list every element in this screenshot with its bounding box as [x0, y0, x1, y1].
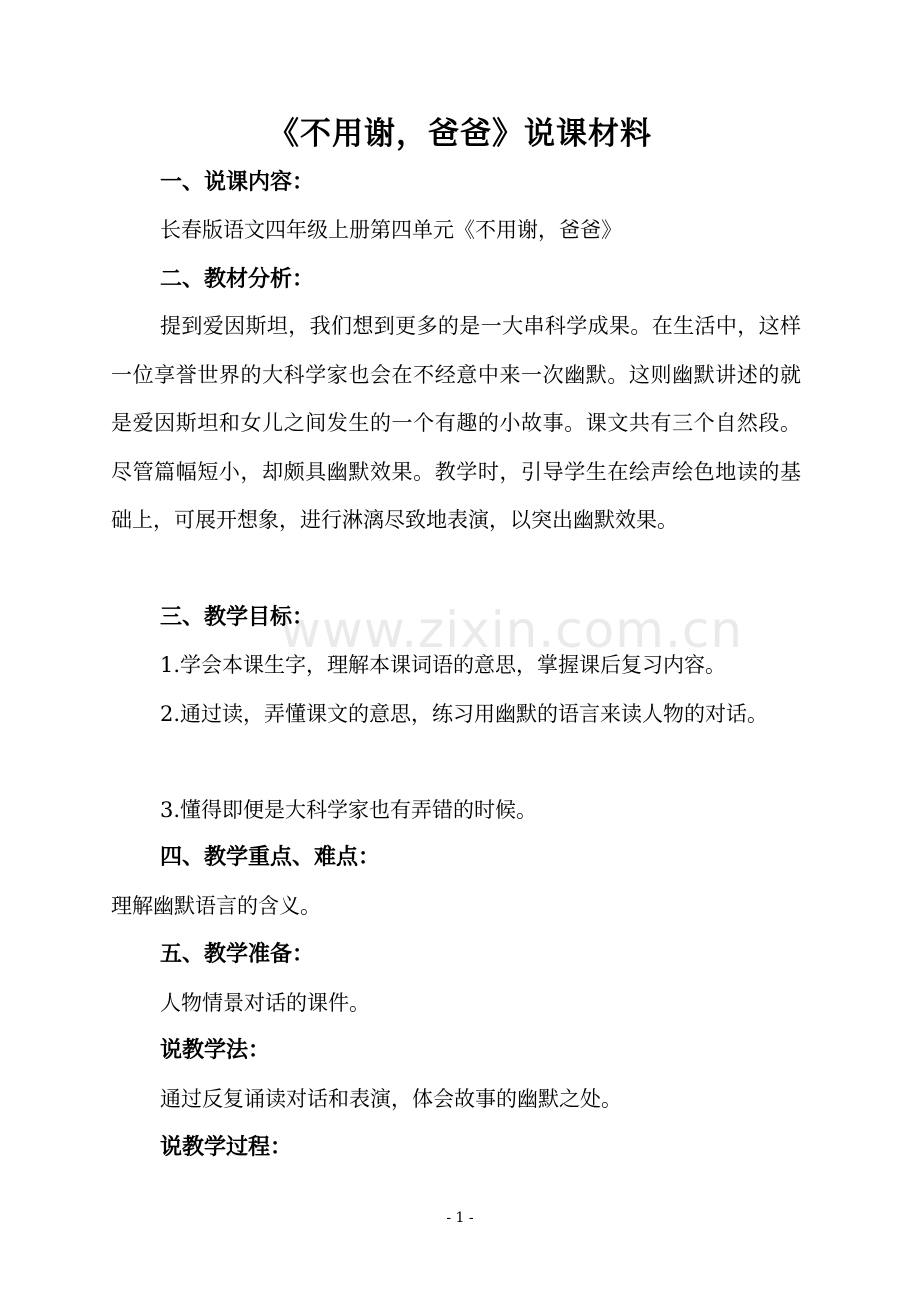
section-text-key-points: 理解幽默语言的含义。	[111, 894, 321, 918]
section-text-preparation: 人物情景对话的课件。	[160, 991, 370, 1015]
section-heading-key-points: 四、教学重点、难点：	[160, 845, 381, 870]
section-heading-preparation: 五、教学准备：	[160, 942, 315, 967]
section-heading-analysis: 二、教材分析：	[160, 267, 315, 292]
section-heading-process: 说教学过程：	[160, 1135, 293, 1160]
document-title: 《不用谢，爸爸》说课材料	[268, 116, 652, 152]
goal-item-2: 2.通过读，弄懂课文的意思，练习用幽默的语言来读人物的对话。	[160, 702, 769, 726]
section-text-method: 通过反复诵读对话和表演，体会故事的幽默之处。	[160, 1087, 622, 1111]
section-text-analysis: 提到爱因斯坦，我们想到更多的是一大串科学成果。在生活中，这样一位享誉世界的大科学家也会在不经意中来一次幽默。这则幽默讲述的就是爱因斯坦和女儿之间发生的一个有趣的小故事。课文共有三个自然段。尽管篇幅短小，却颇具幽默效果。教学时，引导学生在绘声绘色地读的基础上，可展开想象，进行淋漓尽致地表演，以突出幽默效果。	[111, 314, 801, 532]
goal-item-3: 3.懂得即便是大科学家也有弄错的时候。	[160, 798, 538, 822]
section-heading-method: 说教学法：	[160, 1038, 271, 1063]
page-number: - 1 -	[446, 1210, 474, 1226]
goal-item-1: 1.学会本课生字，理解本课词语的意思，掌握课后复习内容。	[160, 653, 727, 677]
section-heading-content: 一、说课内容：	[160, 170, 315, 195]
section-heading-goals: 三、教学目标：	[160, 605, 315, 630]
section-text-content: 长春版语文四年级上册第四单元《不用谢，爸爸》	[160, 218, 622, 242]
watermark: www.zixin.com.cn	[280, 601, 744, 659]
